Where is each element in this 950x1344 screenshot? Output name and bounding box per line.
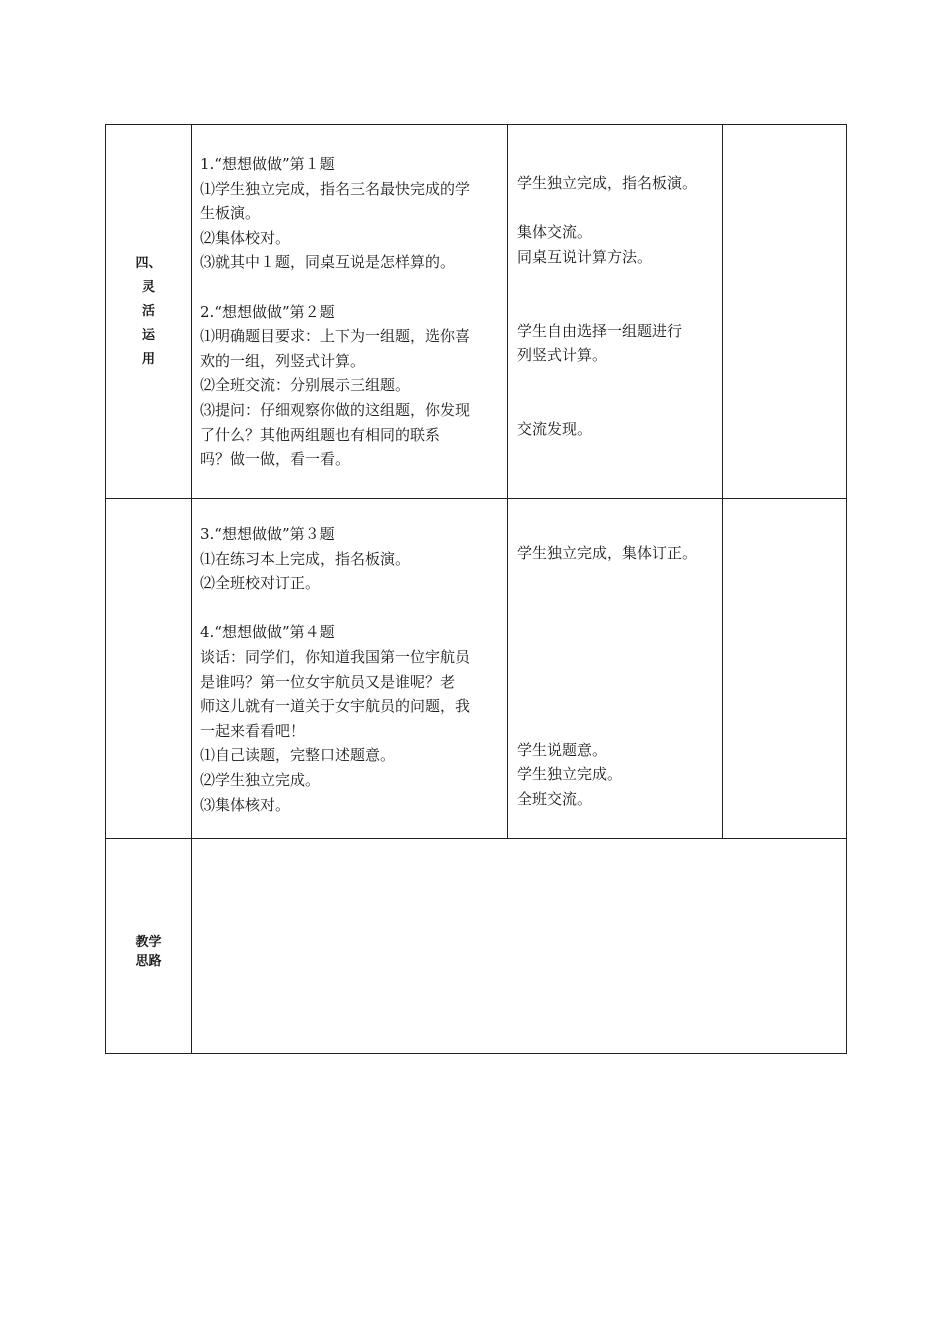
section-label — [106, 252, 191, 372]
section-label-line: 用 — [141, 352, 155, 367]
teaching-line: ⑵全班交流：分别展示三组题。 — [200, 376, 411, 395]
blank-line — [517, 368, 716, 393]
table-row — [106, 499, 847, 839]
student-line: 同桌互说计算方法。 — [517, 247, 653, 266]
blank-line — [517, 664, 716, 689]
section-label-line: 教学 — [135, 935, 162, 950]
blank-line — [517, 689, 716, 714]
teaching-line: 1.“想想做做”第１题 — [200, 155, 335, 173]
teaching-line: 欢的一组，列竖式计算。 — [200, 351, 366, 370]
student-activity-text — [508, 125, 722, 442]
student-line: 交流发现。 — [517, 419, 593, 438]
teaching-process-text — [192, 125, 507, 472]
teaching-line: 3.“想想做做”第３题 — [200, 525, 335, 543]
teaching-process-text — [192, 499, 507, 817]
teaching-line: 生板演。 — [200, 204, 261, 223]
teaching-line: ⑴学生独立完成，指名三名最快完成的学 — [200, 179, 471, 198]
teaching-line: 一起来看看吧！ — [200, 721, 306, 740]
blank-line — [517, 590, 716, 615]
student-line: 学生说题意。 — [517, 740, 608, 759]
section-label-cell — [106, 839, 192, 1054]
lesson-plan-table — [105, 124, 847, 1054]
section-label-line: 活 — [141, 304, 155, 319]
student-line: 全班交流。 — [517, 789, 593, 808]
teaching-line: ⑵学生独立完成。 — [200, 770, 321, 789]
student-activity-cell — [508, 499, 723, 839]
teaching-line: 师这儿就有一道关于女宇航员的问题，我 — [200, 697, 471, 716]
student-line: 集体交流。 — [517, 223, 593, 242]
section-label-line: 灵 — [141, 280, 155, 295]
section-label-line: 运 — [141, 328, 155, 343]
teaching-line: 吗？做一做，看一看。 — [200, 450, 351, 469]
teaching-process-cell — [192, 499, 508, 839]
section-label-cell — [106, 499, 192, 839]
teaching-line: ⑴自己读题，完整口述题意。 — [200, 746, 396, 765]
teaching-line: 谈话：同学们，你知道我国第一位宇航员 — [200, 647, 471, 666]
notes-cell — [723, 125, 847, 499]
student-line: 学生自由选择一组题进行 — [517, 321, 683, 340]
blank-line — [200, 596, 500, 621]
teaching-line: 4.“想想做做”第４题 — [200, 623, 335, 642]
blank-line — [517, 566, 716, 591]
teaching-line: 是谁吗？第一位女宇航员又是谁呢？老 — [200, 672, 456, 691]
teaching-line: ⑴明确题目要求：上下为一组题，选你喜 — [200, 327, 471, 346]
blank-line — [517, 615, 716, 640]
student-line: 学生独立完成。 — [517, 765, 623, 784]
section-label-line: 四、 — [135, 256, 162, 271]
teaching-line: ⑵全班校对订正。 — [200, 574, 321, 593]
section-label-line: 思路 — [135, 954, 162, 969]
blank-line — [517, 294, 716, 319]
blank-line — [517, 713, 716, 738]
teaching-line: ⑶集体核对。 — [200, 795, 291, 814]
teaching-process-cell — [192, 125, 508, 499]
teaching-line: ⑶就其中１题，同桌互说是怎样算的。 — [200, 253, 456, 272]
notes-cell — [723, 499, 847, 839]
blank-line — [517, 196, 716, 221]
blank-line — [517, 639, 716, 664]
section-label — [106, 933, 191, 971]
teaching-line: 2.“想想做做”第２题 — [200, 302, 335, 321]
teaching-line: ⑶提问：仔细观察你做的这组题，你发现 — [200, 400, 471, 419]
teaching-line: ⑴在练习本上完成，指名板演。 — [200, 549, 411, 568]
blank-line — [517, 392, 716, 417]
teaching-line: 了什么？其他两组题也有相同的联系 — [200, 425, 441, 444]
student-line: 列竖式计算。 — [517, 346, 608, 365]
student-activity-cell — [508, 125, 723, 499]
blank-line — [200, 275, 500, 300]
blank-line — [517, 269, 716, 294]
student-line: 学生独立完成，集体订正。 — [517, 544, 698, 562]
student-activity-text — [508, 499, 722, 812]
teaching-ideas-cell — [192, 839, 847, 1054]
section-label-cell — [106, 125, 192, 499]
table-row — [106, 839, 847, 1054]
teaching-line: ⑵集体校对。 — [200, 228, 291, 247]
student-line: 学生独立完成，指名板演。 — [517, 174, 698, 192]
table-row — [106, 125, 847, 499]
